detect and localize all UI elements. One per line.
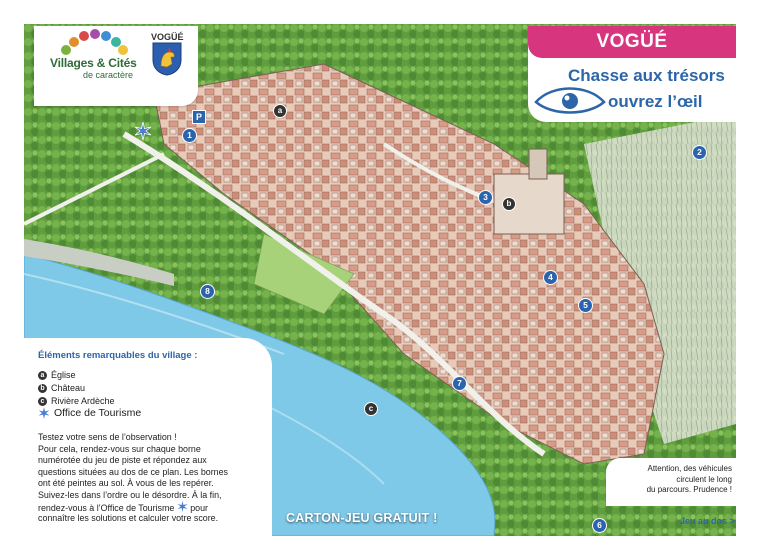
legend-item-river	[38, 396, 115, 406]
instruction-line: Suivez-les dans l’ordre ou le désordre. À la fin,	[38, 489, 222, 500]
legend-badge-a: a	[38, 371, 47, 380]
legend-title: Éléments remarquables du village :	[38, 350, 198, 361]
legend-badge-c: c	[38, 397, 47, 406]
instruction-line: questions situées au dos de ce plan. Les bornes	[38, 466, 228, 477]
star-icon	[177, 501, 188, 512]
castle-marker[interactable]: b	[502, 197, 516, 211]
legend-label: Office de Tourisme	[54, 407, 142, 419]
town-crest-icon	[152, 42, 182, 76]
legend-item-church	[38, 370, 76, 380]
legend-item-office	[38, 407, 141, 419]
marker-5[interactable]: 5	[578, 298, 593, 313]
marker-3[interactable]: 3	[478, 190, 493, 205]
eye-icon	[534, 86, 606, 116]
warning-line: du parcours. Prudence !	[646, 485, 732, 494]
instruction-line: numérotée du jeu de piste et répondez aux	[38, 455, 207, 465]
warning-line: Attention, des véhicules	[647, 464, 732, 473]
marker-7[interactable]: 7	[452, 376, 467, 391]
tagline-line-1: Chasse aux trésors	[568, 66, 725, 85]
river-marker[interactable]: c	[364, 402, 378, 416]
legend-label: Église	[51, 370, 76, 380]
logo-subtext: de caractère	[83, 70, 134, 80]
legend-label: Château	[51, 383, 86, 393]
villages-cites-logo-icon	[56, 28, 130, 56]
legend-item-castle	[38, 383, 85, 393]
marker-2[interactable]: 2	[692, 145, 707, 160]
parking-sign: P	[192, 110, 206, 124]
instruction-text: pour	[190, 503, 209, 513]
instruction-line: Testez votre sens de l’observation !	[38, 432, 177, 442]
page-title: VOGÜÉ	[596, 31, 668, 52]
instruction-text: rendez-vous à l’Office de Tourisme	[38, 503, 175, 513]
legend-badge-b: b	[38, 384, 47, 393]
instruction-line: connaître les solutions et calculer votre score.	[38, 512, 219, 523]
church-marker[interactable]: a	[273, 104, 287, 118]
star-icon	[38, 407, 50, 419]
instruction-line: Pour cela, rendez-vous sur chaque borne	[38, 443, 201, 454]
free-card-label: CARTON-JEU GRATUIT !	[286, 511, 438, 525]
logo-text: Villages & Cités	[50, 56, 137, 70]
tourist-office-star-icon[interactable]	[134, 122, 152, 140]
marker-1[interactable]: 1	[182, 128, 197, 143]
warning-line: circulent le long	[676, 474, 732, 484]
legend-label: Rivière Ardèche	[51, 396, 115, 406]
instruction-line: ont été peintes au sol. À vous de les repérer.	[38, 478, 214, 488]
marker-6[interactable]: 6	[592, 518, 607, 533]
tagline-line-2: ouvrez l’œil	[608, 92, 703, 111]
marker-8[interactable]: 8	[200, 284, 215, 299]
crest-town-name: VOGÜÉ	[151, 32, 184, 42]
back-side-link[interactable]: Jeu au dos >	[680, 516, 735, 526]
marker-4[interactable]: 4	[543, 270, 558, 285]
